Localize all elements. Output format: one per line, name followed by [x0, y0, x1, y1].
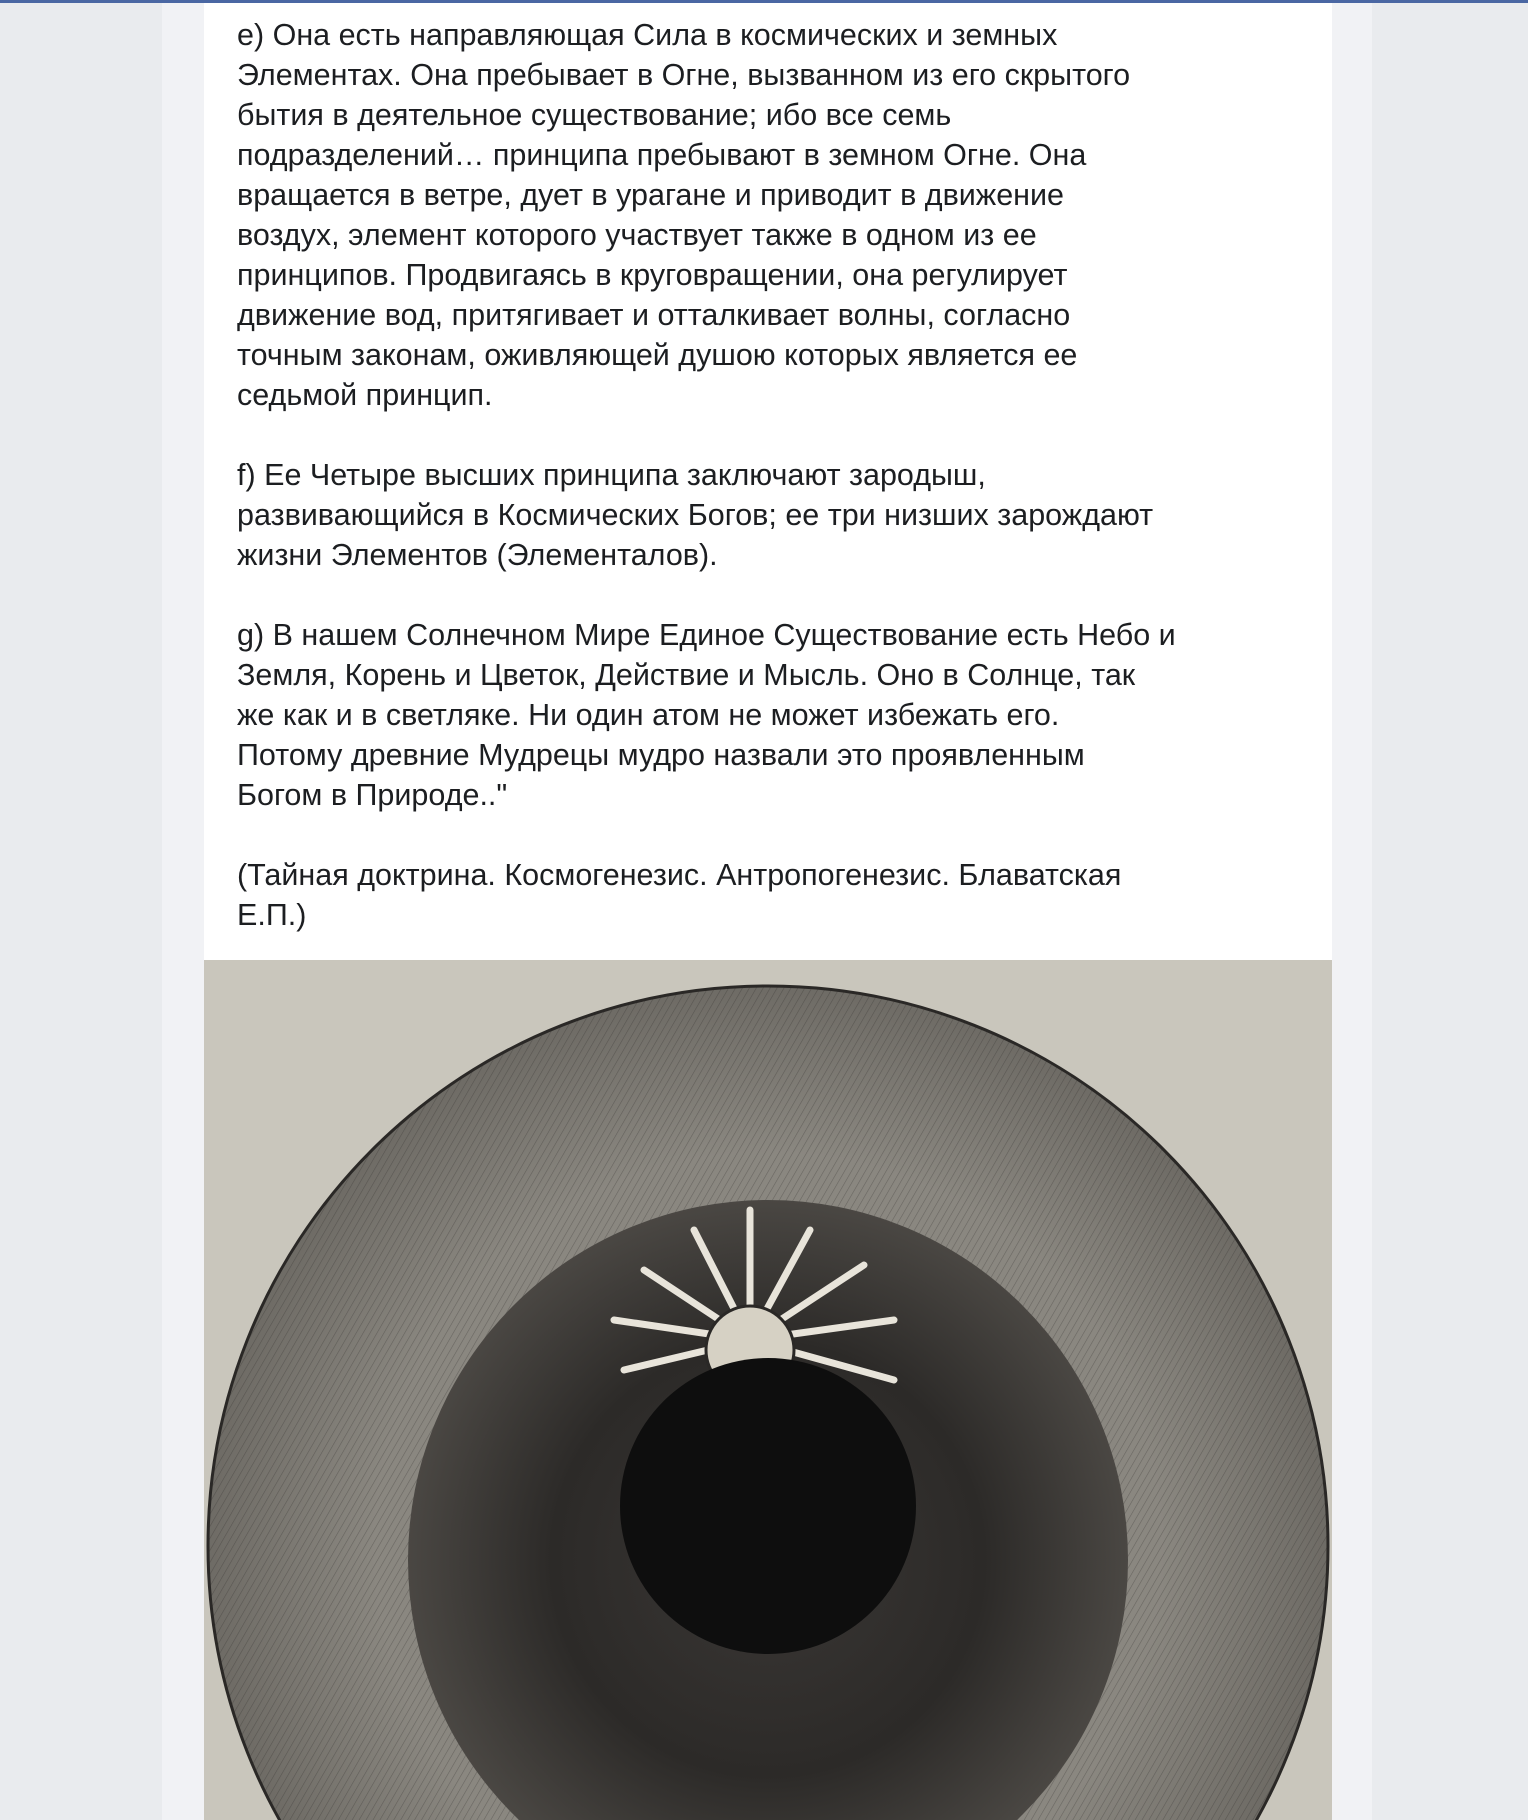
black-sphere: [620, 1358, 916, 1654]
paragraph-e: e) Она есть направляющая Сила в космических и земных Элементах. Она пребывает в Огне, вызванном из его скрытого бытия в деятельное существование; ибо все семь подразделений… принципа пребывают в земном Огне. Она вращается в ветре, дует в урагане и приводит в движение воздух, элемент которого участвует также в одном из ее принципов. Продвигаясь в круговращении, она регулирует движение вод, притягивает и отталкивает волны, согласно точным законам, оживляющей душою которых является ее седьмой принцип.: [237, 18, 1131, 412]
citation: (Тайная доктрина. Космогенезис. Антропогенезис. Блаватская Е.П.): [237, 858, 1122, 932]
post-text: [237, 15, 1317, 975]
left-gutter-edge: [162, 3, 204, 1820]
cosmic-engraving-illustration: [204, 960, 1332, 1820]
paragraph-g: g) В нашем Солнечном Мире Единое Существование есть Небо и Земля, Корень и Цветок, Действие и Мысль. Оно в Солнце, так же как и в светляке. Ни один атом не может избежать его. Потому древние Мудрецы мудро назвали это проявленным Богом в Природе..": [237, 618, 1176, 812]
post-image[interactable]: [204, 960, 1332, 1820]
left-gutter: [0, 3, 168, 1820]
right-gutter-edge: [1332, 3, 1372, 1820]
paragraph-f: f) Ее Четыре высших принципа заключают зародыш, развивающийся в Космических Богов; ее три низших зарождают жизни Элементов (Элементалов).: [237, 458, 1154, 572]
post-card: [204, 3, 1332, 1820]
